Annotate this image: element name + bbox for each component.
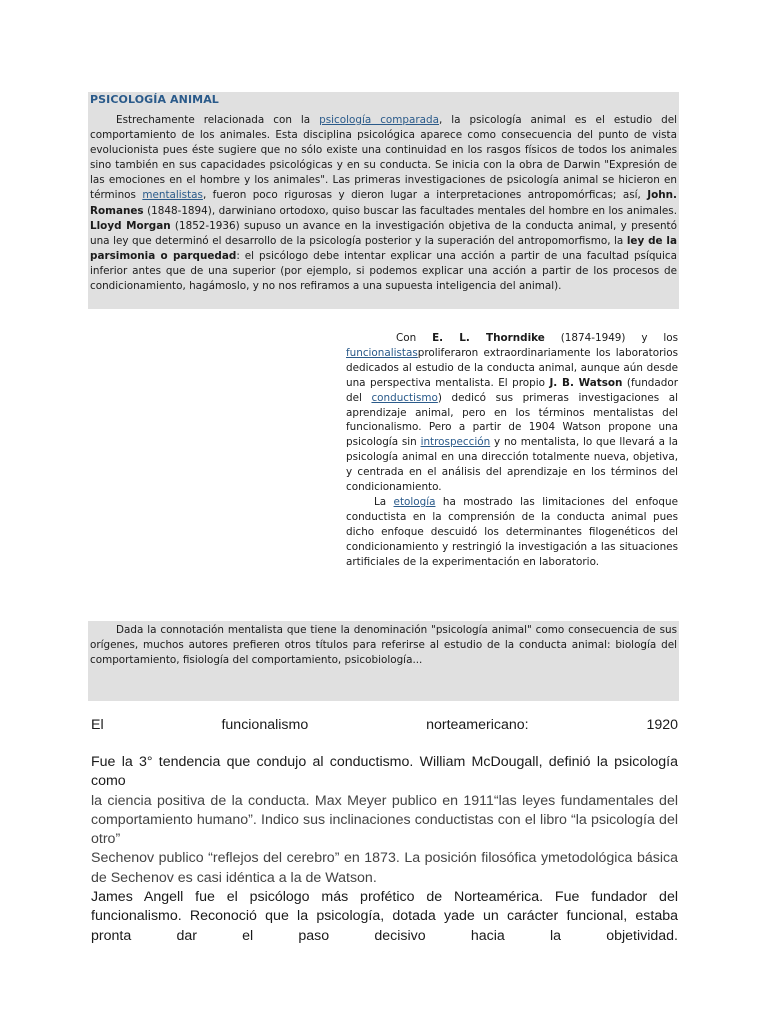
thorndike-paragraph [346,331,678,495]
body-line: Fue la 3° tendencia que condujo al conductismo. William McDougall, definió la psicología como [91,754,678,790]
section-connotacion [88,621,679,701]
text-run: Con [396,332,433,344]
section-psicologia-animal [88,92,679,309]
body-line: Sechenov publico “reflejos del cerebro” en 1873. La posición filosófica ymetodológica básica de Sechenov es casi idéntica a la de Watson. [91,850,678,886]
name-lloyd-morgan: Lloyd Morgan [90,219,171,232]
text-run: : el psicólogo debe intentar explicar una acción a partir de una facultad psíquica inferior antes que de una superior (por ejemplo, si podemos explicar una acción a partir de los procesos de condicionamiento, hagámoslo, y no nos refiramos a una supuesta inteligencia del animal). [90,249,677,293]
link-mentalistas[interactable]: mentalistas [142,189,203,202]
link-etologia[interactable]: etología [393,495,436,508]
section-title: PSICOLOGÍA ANIMAL [90,93,219,106]
link-funcionalistas[interactable]: funcionalistas [346,346,418,359]
body-line: James Angell fue el psicólogo más profético de Norteamérica. Fue fundador del funcionalismo. Reconoció que la psicología, dotada yade un carácter funcional, estaba pronta dar el paso decisivo hacia la objetividad. [91,889,678,944]
heading-word: norteamericano: [426,717,529,733]
link-psicologia-comparada[interactable]: psicología comparada [319,114,439,126]
text-run: (fundador del [346,376,678,404]
name-romanes: John. Romanes [90,189,677,217]
heading-year: 1920 [646,717,678,733]
name-watson: J. B. Watson [549,376,623,389]
text-run: , la psicología animal es el estudio del comportamiento de los animales. Esta disciplina psicológica aparece como consecuencia del punto de vista evolucionista pues éste sugiere que no sólo existe una continuidad en los rasgos físicos de todos los animales sino también en sus capacidades psicológicas y en su conducta. Se inicia con la obra de Darwin "Expresión de las emociones en el hombre y los animales". Las primeras investigaciones de psicología animal se hicieron en términos [90,114,677,202]
text-run: (1874-1949) y los [544,332,678,344]
funcionalismo-heading [91,717,678,733]
ley-parsimonia: ley de la parsimonia o parquedad [90,234,677,262]
connotacion-paragraph: Dada la connotación mentalista que tiene la denominación "psicología animal" como consecuencia de sus orígenes, muchos autores prefieren otros títulos para referirse al estudio de la conducta animal: biología del comportamiento, fisiología del comportamiento, psicobiología... [90,624,677,667]
text-run: Estrechamente relacionada con la [116,114,320,126]
text-run: ) dedicó sus primeras investigaciones al aprendizaje animal, pero en los términos mentalistas del funcionalismo. Pero a partir de 1904 Watson propone una psicología sin [346,391,678,449]
link-conductismo[interactable]: conductismo [371,391,438,404]
funcionalismo-body [91,753,678,946]
intro-paragraph [90,113,677,294]
section-thorndike-column [346,331,678,570]
text-run: (1848-1894), darwiniano ortodoxo, quiso buscar las facultades mentales del hombre en los animales. [143,204,677,217]
text-run: , fueron poco rigurosas y dieron lugar a interpretaciones antropomórficas; así, [202,189,648,202]
name-thorndike: E. L. Thorndike [432,332,545,344]
heading-word: El [91,717,104,733]
text-run: y no mentalista, lo que llevará a la psicología animal en una dirección totalmente nueva, objetiva, y centrada en el análisis del aprendizaje en los términos del condicionamiento. [346,436,678,494]
heading-word: funcionalismo [221,717,309,733]
etologia-paragraph [346,495,678,570]
body-line: la ciencia positiva de la conducta. Max Meyer publico en 1911“las leyes fundamentales del comportamiento humano”. Indico sus inclinaciones conductistas con el libro “la psicología del otro” [91,792,678,848]
text-run: proliferaron extraordinariamente los laboratorios dedicados al estudio de la conducta animal, aunque aún desde una perspectiva mentalista. El propio [346,346,678,389]
text-run: ha mostrado las limitaciones del enfoque conductista en la comprensión de la conducta animal pues dicho enfoque descuidó los determinantes filogenéticos del condicionamiento y restringió la investigación a las situaciones artificiales de la experimentación en laboratorio. [346,495,678,568]
text-run: (1852-1936) supuso un avance en la investigación objetiva de la conducta animal, y presentó una ley que determinó el desarrollo de la psicología posterior y la superación del antropomorfismo, la [90,219,677,247]
link-introspeccion[interactable]: introspección [420,436,491,449]
text-run: La [374,495,394,508]
